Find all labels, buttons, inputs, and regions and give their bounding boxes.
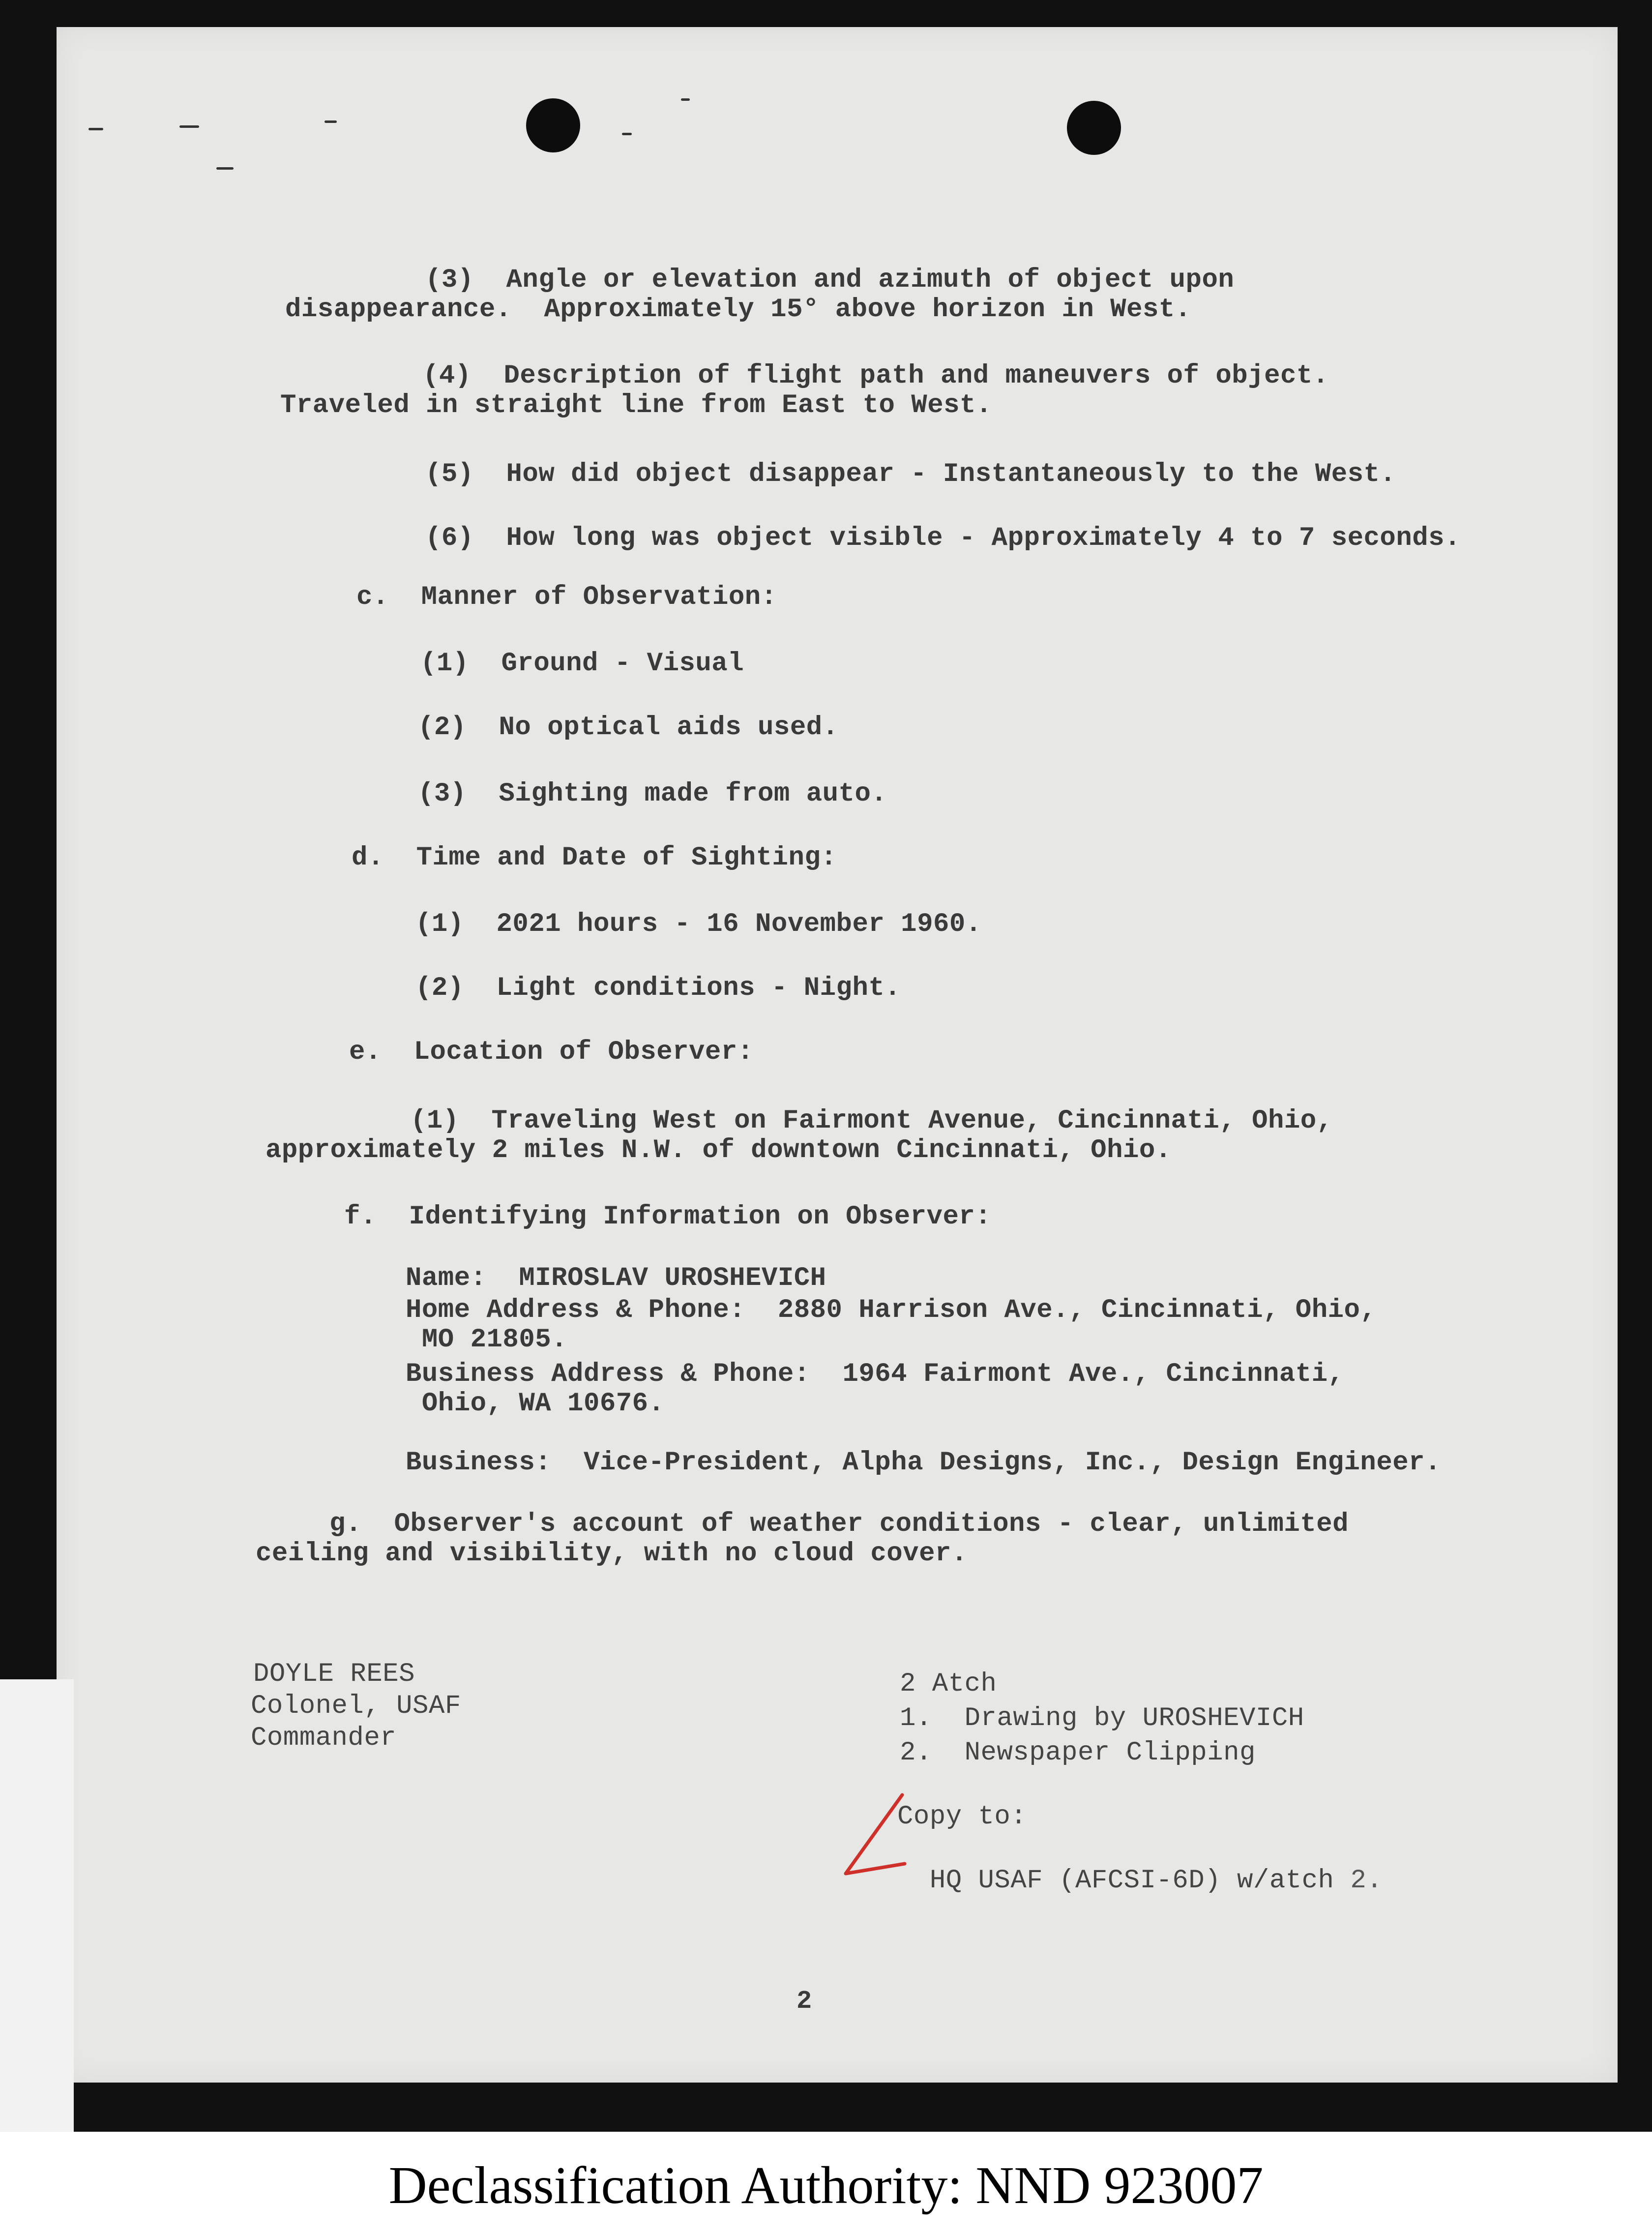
paragraph-4-line-1: (4) Description of flight path and maneuvers of object. [423,361,1329,391]
paragraph-5: (5) How did object disappear - Instantaneously to the West. [425,459,1396,489]
paragraph-3-line-2: disappearance. Approximately 15° above horizon in West. [285,295,1191,325]
section-d-heading: d. Time and Date of Sighting: [352,843,837,873]
section-d-item-2: (2) Light conditions - Night. [415,973,901,1003]
scan-speck [179,125,199,128]
document-page [57,27,1618,2083]
scan-speck [681,98,690,101]
scan-speck [324,120,337,123]
scan-speck [216,167,234,170]
handwritten-attachment-count: 2. [1350,1866,1383,1896]
paragraph-6: (6) How long was object visible - Approximately 4 to 7 seconds. [425,523,1461,553]
scan-speck [622,133,632,135]
page-number: 2 [796,1987,812,2016]
observer-home-address: Home Address & Phone: 2880 Harrison Ave., Cincinnati, Ohio, [406,1295,1377,1325]
section-e-item-1-line-2: approximately 2 miles N.W. of downtown Cincinnati, Ohio. [266,1135,1172,1165]
signature-rank: Colonel, USAF [251,1691,461,1721]
section-e-heading: e. Location of Observer: [349,1037,754,1067]
section-c-item-2: (2) No optical aids used. [418,713,839,743]
punch-hole-left [526,98,580,152]
attachments-header: 2 Atch [900,1669,997,1699]
section-c-item-1: (1) Ground - Visual [420,649,744,679]
observer-name: Name: MIROSLAV UROSHEVICH [406,1263,826,1293]
paragraph-3-line-1: (3) Angle or elevation and azimuth of object upon [425,265,1235,295]
section-c-item-3: (3) Sighting made from auto. [418,779,887,809]
paragraph-4-line-2: Traveled in straight line from East to West. [280,390,992,420]
section-g-line-1: g. Observer's account of weather conditions - clear, unlimited [329,1509,1349,1539]
observer-business-address: Business Address & Phone: 1964 Fairmont Ave., Cincinnati, [406,1359,1344,1389]
paper-tab-strip [0,1679,74,2132]
observer-business: Business: Vice-President, Alpha Designs, Inc., Design Engineer. [406,1448,1441,1478]
copy-to-label: Copy to: [897,1802,1027,1832]
observer-home-phone: MO 21805. [406,1325,568,1355]
signature-title: Commander [251,1723,397,1753]
observer-business-phone: Ohio, WA 10676. [406,1389,665,1419]
section-e-item-1-line-1: (1) Traveling West on Fairmont Avenue, Cincinnati, Ohio, [411,1106,1333,1136]
attachment-item-1: 1. Drawing by UROSHEVICH [900,1703,1304,1733]
copy-to-recipient: HQ USAF (AFCSI-6D) w/atch [929,1866,1334,1896]
section-g-line-2: ceiling and visibility, with no cloud cover. [256,1539,968,1569]
section-f-heading: f. Identifying Information on Observer: [344,1202,992,1232]
declassification-caption: Declassification Authority: NND 923007 [388,2156,1264,2215]
copy-to-line [897,1837,1383,1896]
section-c-heading: c. Manner of Observation: [356,582,777,612]
punch-hole-right [1067,101,1121,155]
signature-name: DOYLE REES [253,1659,415,1689]
section-d-item-1: (1) 2021 hours - 16 November 1960. [415,909,982,939]
scan-speck [88,128,103,130]
attachment-item-2: 2. Newspaper Clipping [900,1738,1256,1768]
